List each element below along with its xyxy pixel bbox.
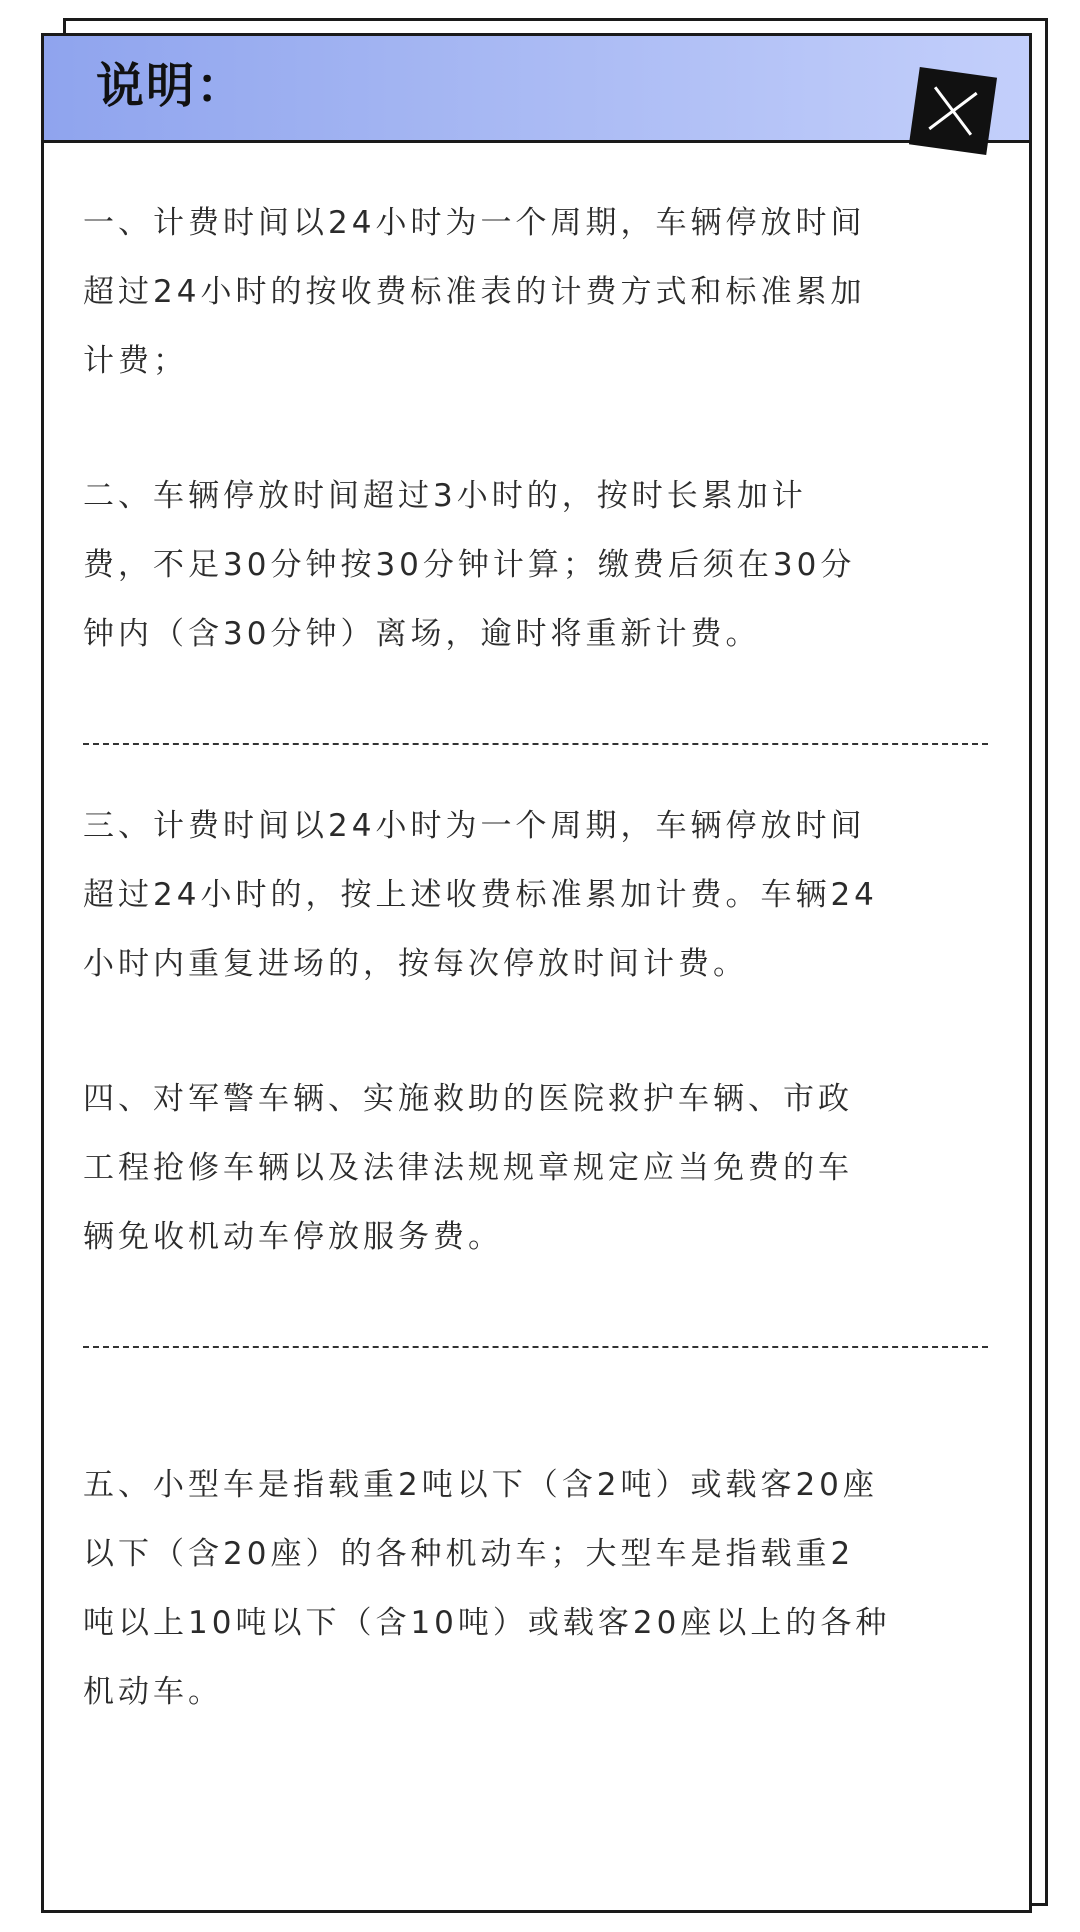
rule-2: 二、车辆停放时间超过3小时的，按时长累加计 费，不足30分钟按30分钟计算；缴费后须在30分 钟内（含30分钟）离场，逾时将重新计费。 <box>83 478 856 652</box>
notice-content <box>83 189 988 1727</box>
rule-4: 四、对军警车辆、实施救助的医院救护车辆、市政 工程抢修车辆以及法律法规规章规定应当免费的车 辆免收机动车停放服务费。 <box>83 1081 853 1255</box>
rule-1: 一、计费时间以24小时为一个周期，车辆停放时间 超过24小时的按收费标准表的计费方式和标准累加 计费； <box>83 205 866 379</box>
page-title: 说明： <box>96 58 247 114</box>
rule-3: 三、计费时间以24小时为一个周期，车辆停放时间 超过24小时的，按上述收费标准累加计费。车辆24 小时内重复进场的，按每次停放时间计费。 <box>83 808 878 982</box>
close-icon[interactable] <box>909 67 997 155</box>
rule-5: 五、小型车是指载重2吨以下（含2吨）或载客20座 以下（含20座）的各种机动车；大型车是指载重2 吨以上10吨以下（含10吨）或载客20座以上的各种 机动车。 <box>83 1467 891 1710</box>
card-header <box>44 36 1029 143</box>
close-icon-glyph <box>920 78 986 144</box>
